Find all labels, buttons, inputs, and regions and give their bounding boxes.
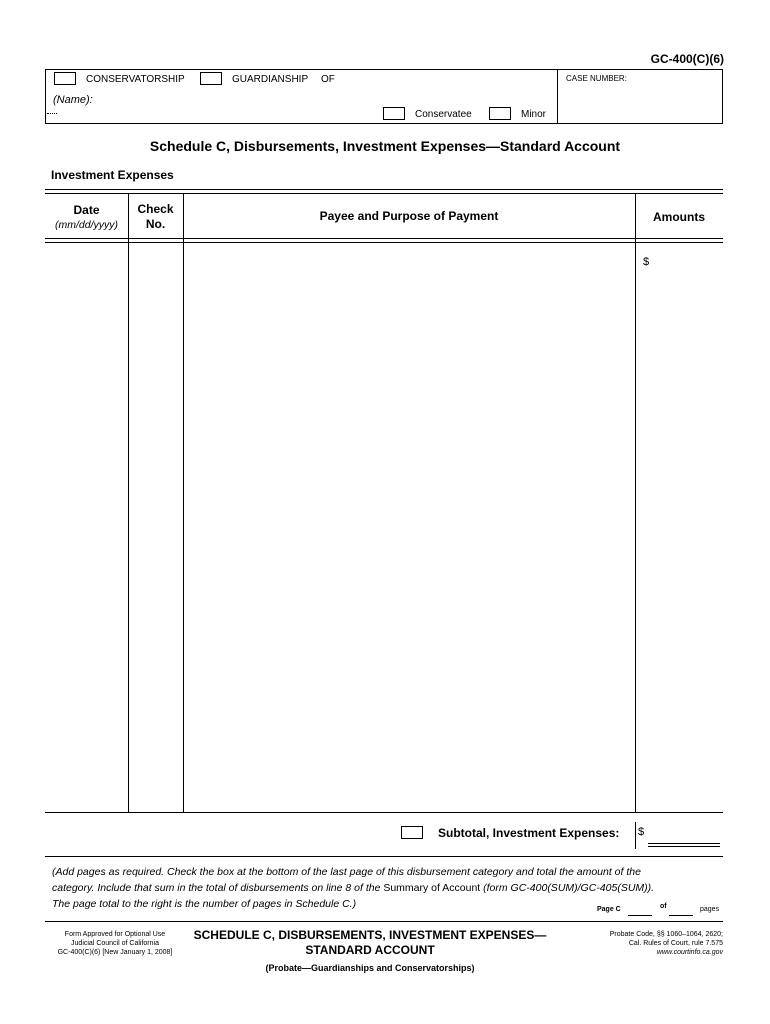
form-number: GC-400(C)(6) [650, 52, 724, 66]
table-bottom-rule [45, 812, 723, 813]
schedule-title: Schedule C, Disbursements, Investment Expenses—Standard Account [149, 138, 621, 154]
subtotal-dollar-sign: $ [638, 826, 645, 838]
case-number-field[interactable] [560, 86, 720, 120]
table-header-rule-2 [45, 242, 723, 243]
instructions-line-3: The page total to the right is the number of pages in Schedule C.) [52, 898, 357, 910]
date-column-entries[interactable] [46, 244, 127, 810]
payee-column-header: Payee and Purpose of Payment [319, 209, 499, 223]
instructions-line-2: category. Include that sum in the total of disbursements on line 8 of the Summary of Account (form GC-400(SUM)/GC-405(SUM)). [52, 882, 655, 894]
subtotal-double-underline [648, 846, 720, 847]
amounts-column-header: Amounts [653, 210, 705, 224]
footer-title: SCHEDULE C, DISBURSEMENTS, INVESTMENT EXPENSES— STANDARD ACCOUNT [193, 928, 547, 957]
caption-divider [557, 69, 558, 124]
check-no-label: No. [145, 217, 166, 231]
date-column-header: Date [73, 203, 100, 217]
subtotal-amount-field[interactable] [648, 826, 720, 842]
guardianship-checkbox[interactable] [200, 72, 222, 85]
conservatorship-checkbox[interactable] [54, 72, 76, 85]
table-top-rule-2 [45, 193, 723, 194]
footer-subtitle: (Probate—Guardianships and Conservatorships) [265, 963, 475, 973]
check-column-header: Check [137, 202, 174, 216]
conservatee-label: Conservatee [415, 109, 472, 120]
conservatorship-label: CONSERVATORSHIP [86, 74, 185, 85]
table-header-rule [45, 238, 723, 239]
check-column-entries[interactable] [129, 244, 182, 810]
guardianship-label: GUARDIANSHIP [232, 74, 309, 85]
form-approval-note: Form Approved for Optional Use Judicial Council of California GC-400(C)(6) [New January 1, 2008] [57, 931, 173, 956]
instructions-top-rule [45, 856, 723, 857]
minor-label: Minor [521, 109, 547, 120]
payee-column-entries[interactable] [184, 244, 634, 810]
table-top-rule [45, 189, 723, 190]
subtotal-divider [635, 822, 636, 849]
footer-rule [45, 921, 723, 922]
total-pages-field[interactable] [669, 915, 693, 916]
name-marker [47, 113, 57, 114]
instructions-text [52, 864, 722, 912]
of-pages-label: of [660, 903, 667, 910]
of-label: OF [321, 74, 335, 85]
name-field[interactable] [100, 92, 550, 108]
minor-checkbox[interactable] [489, 107, 511, 120]
legal-references: Probate Code, §§ 1060–1064, 2620; Cal. Rules of Court, rule 7.575 www.courtinfo.ca.gov [609, 931, 723, 956]
pages-label: pages [700, 906, 720, 913]
date-format-label: (mm/dd/yyyy) [55, 219, 118, 231]
amounts-column-entries[interactable] [636, 244, 722, 810]
conservatee-checkbox[interactable] [383, 107, 405, 120]
amount-dollar-sign: $ [643, 256, 650, 268]
page-c-label: Page C [597, 906, 621, 913]
name-label: (Name): [53, 94, 93, 106]
subtotal-underline [648, 843, 720, 844]
page-number-field[interactable] [628, 915, 652, 916]
subtotal-label: Subtotal, Investment Expenses: [438, 826, 620, 840]
case-number-label: CASE NUMBER: [566, 74, 627, 83]
last-page-checkbox[interactable] [401, 826, 423, 839]
section-title: Investment Expenses [51, 168, 174, 182]
instructions-line-1: (Add pages as required. Check the box at the bottom of the last page of this disbursement category and total the amount of the [52, 866, 641, 878]
